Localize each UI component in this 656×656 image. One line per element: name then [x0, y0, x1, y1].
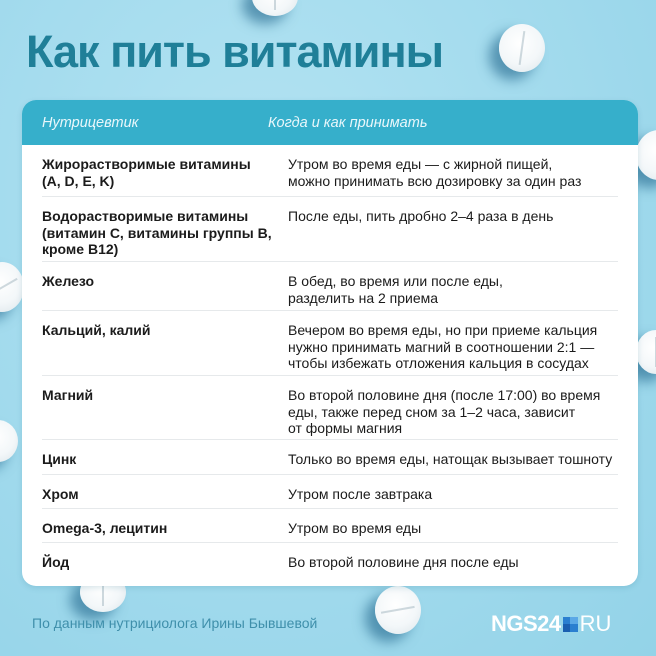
nutrient-cell [42, 554, 288, 586]
how-to-take-cell [288, 554, 618, 586]
nutrient-cell [42, 208, 288, 261]
pill-decoration [0, 420, 18, 462]
how-to-take-line: Во второй половине дня после еды [288, 554, 519, 570]
table-row [42, 145, 618, 197]
table-body [22, 145, 638, 586]
how-to-take-cell [288, 208, 618, 261]
how-to-take-line: Только во время еды, натощак вызывает тошноту [288, 451, 613, 467]
page-title: Как пить витамины [26, 26, 444, 77]
nutrient-line: кроме B12) [42, 241, 119, 257]
nutrient-line: Водорастворимые витамины [42, 208, 249, 224]
source-note: По данным нутрициолога Ирины Бывшевой [32, 615, 318, 631]
nutrient-line: (A, D, E, K) [42, 172, 115, 189]
nutrient-line: Йод [42, 554, 70, 570]
how-to-take-cell [288, 273, 618, 310]
how-to-take-line: еды, также перед сном за 1–2 часа, зависит [288, 403, 576, 420]
how-to-take-line: Утром во время еды — с жирной пищей, [288, 156, 553, 172]
pill-decoration [375, 586, 421, 634]
nutrient-line: Omega-3, лецитин [42, 520, 168, 536]
logo-text-ru: RU [579, 611, 612, 636]
logo-text-ngs24: NGS24 [491, 611, 561, 636]
table-row [42, 311, 618, 376]
how-to-take-cell [288, 156, 618, 196]
header-nutrient: Нутрицевтик [42, 114, 139, 131]
nutrient-line: (витамин C, витамины группы B, [42, 224, 272, 241]
table-row [42, 543, 618, 586]
logo-square-icon [563, 617, 578, 632]
pill-decoration [499, 24, 545, 72]
how-to-take-cell [288, 322, 618, 375]
table-row [42, 376, 618, 440]
how-to-take-line: Утром после завтрака [288, 486, 433, 502]
nutrient-line: Цинк [42, 451, 77, 467]
nutrient-line: Жирорастворимые витамины [42, 156, 251, 172]
table-row [42, 475, 618, 509]
ngs24-logo [491, 611, 611, 637]
how-to-take-line: В обед, во время или после еды, [288, 273, 503, 289]
how-to-take-line: чтобы избежать отложения кальция в сосудах [288, 355, 589, 371]
nutrient-cell [42, 486, 288, 508]
nutrient-line: Кальций, калий [42, 322, 151, 338]
how-to-take-cell [288, 451, 618, 474]
how-to-take-line: от формы магния [288, 420, 403, 436]
how-to-take-line: Вечером во время еды, но при приеме кальция [288, 322, 598, 338]
nutrient-cell [42, 387, 288, 439]
nutrient-line: Железо [42, 273, 95, 289]
how-to-take-line: Утром во время еды [288, 520, 422, 536]
pill-decoration [636, 330, 656, 374]
header-how-to-take: Когда и как принимать [268, 114, 428, 131]
how-to-take-line: После еды, пить дробно 2–4 раза в день [288, 208, 554, 224]
how-to-take-cell [288, 387, 618, 439]
nutrient-cell [42, 156, 288, 196]
how-to-take-line: можно принимать всю дозировку за один раз [288, 172, 582, 189]
table-header [22, 100, 638, 145]
table-row [42, 509, 618, 543]
how-to-take-cell [288, 520, 618, 542]
nutrient-cell [42, 520, 288, 542]
table-row [42, 197, 618, 262]
nutrient-line: Хром [42, 486, 79, 502]
pill-decoration [0, 262, 24, 312]
nutrient-cell [42, 451, 288, 474]
pill-decoration [636, 130, 656, 180]
table-row [42, 262, 618, 311]
table-row [42, 440, 618, 475]
how-to-take-line: разделить на 2 приема [288, 289, 439, 306]
how-to-take-line: нужно принимать магний в соотношении 2:1 — [288, 338, 595, 355]
how-to-take-line: Во второй половине дня (после 17:00) во время [288, 387, 601, 403]
nutrient-line: Магний [42, 387, 94, 403]
how-to-take-cell [288, 486, 618, 508]
vitamins-table [22, 100, 638, 586]
nutrient-cell [42, 273, 288, 310]
nutrient-cell [42, 322, 288, 375]
pill-decoration [252, 0, 298, 16]
